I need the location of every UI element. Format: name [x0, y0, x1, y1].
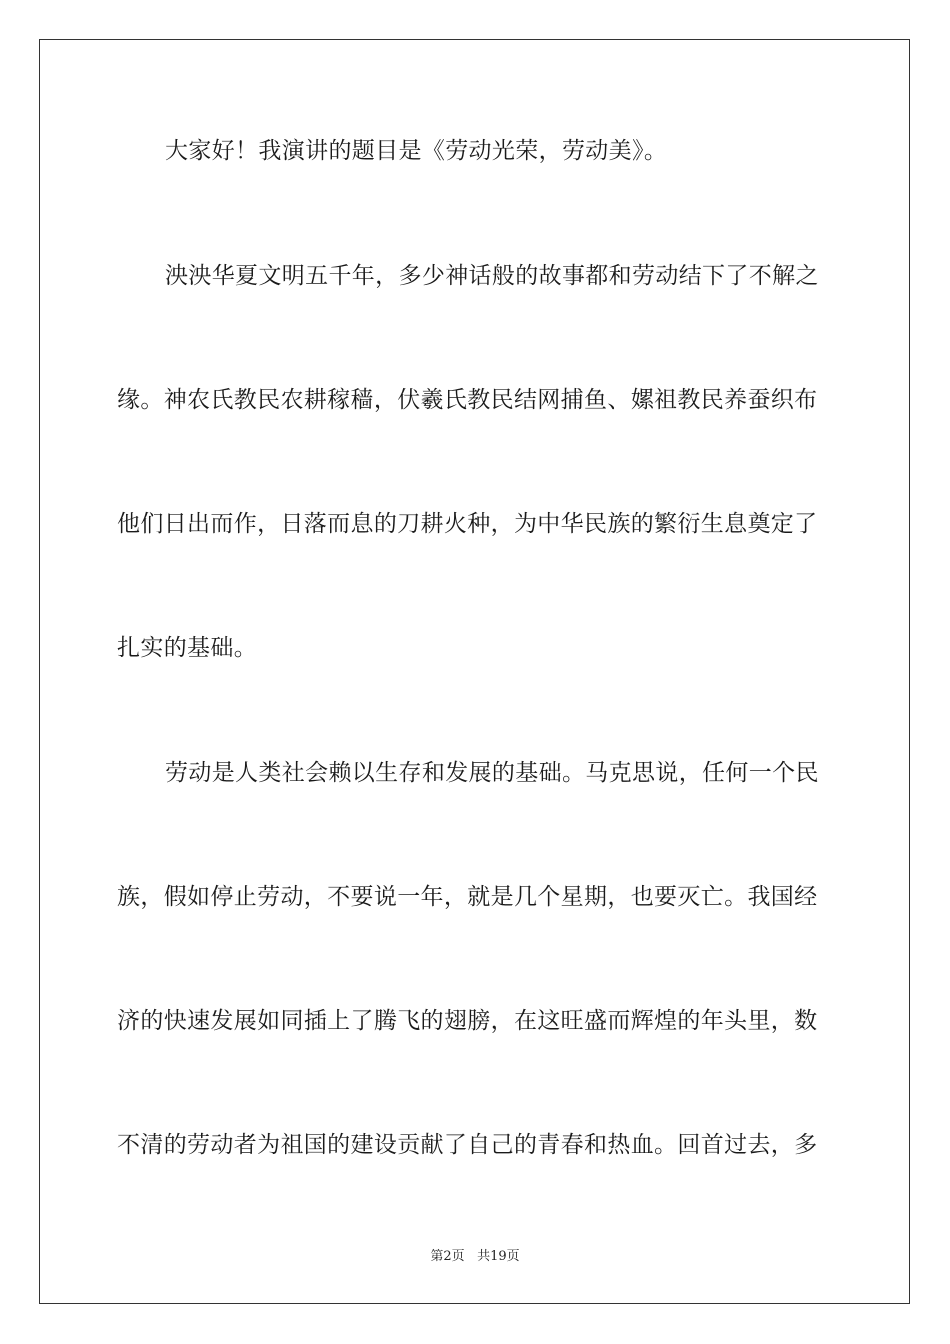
page-total: 共19页	[477, 1249, 520, 1264]
paragraph-3-line-3: 济的快速发展如同插上了腾飞的翅膀，在这旺盛而辉煌的年头里，数	[117, 1008, 818, 1034]
paragraph-2-line-2: 缘。神农氏教民农耕稼穑，伏羲氏教民结网捕鱼、嫘祖教民养蚕织布	[117, 387, 818, 413]
page-border	[39, 39, 910, 1304]
paragraph-3-line-2: 族，假如停止劳动，不要说一年，就是几个星期，也要灭亡。我国经	[117, 884, 818, 910]
paragraph-2-line-3: 他们日出而作，日落而息的刀耕火种，为中华民族的繁衍生息奠定了	[117, 511, 818, 537]
page-number: 第2页	[430, 1249, 465, 1264]
paragraph-2-line-4: 扎实的基础。	[117, 635, 258, 661]
paragraph-2-line-1: 泱泱华夏文明五千年，多少神话般的故事都和劳动结下了不解之	[165, 263, 819, 289]
paragraph-3-line-4: 不清的劳动者为祖国的建设贡献了自己的青春和热血。回首过去，多	[117, 1132, 818, 1158]
footer-spacer	[465, 1249, 477, 1264]
page-footer	[0, 1248, 950, 1266]
paragraph-3-line-1: 劳动是人类社会赖以生存和发展的基础。马克思说，任何一个民	[165, 760, 819, 786]
paragraph-1-line-1: 大家好！我演讲的题目是《劳动光荣，劳动美》。	[165, 138, 668, 164]
